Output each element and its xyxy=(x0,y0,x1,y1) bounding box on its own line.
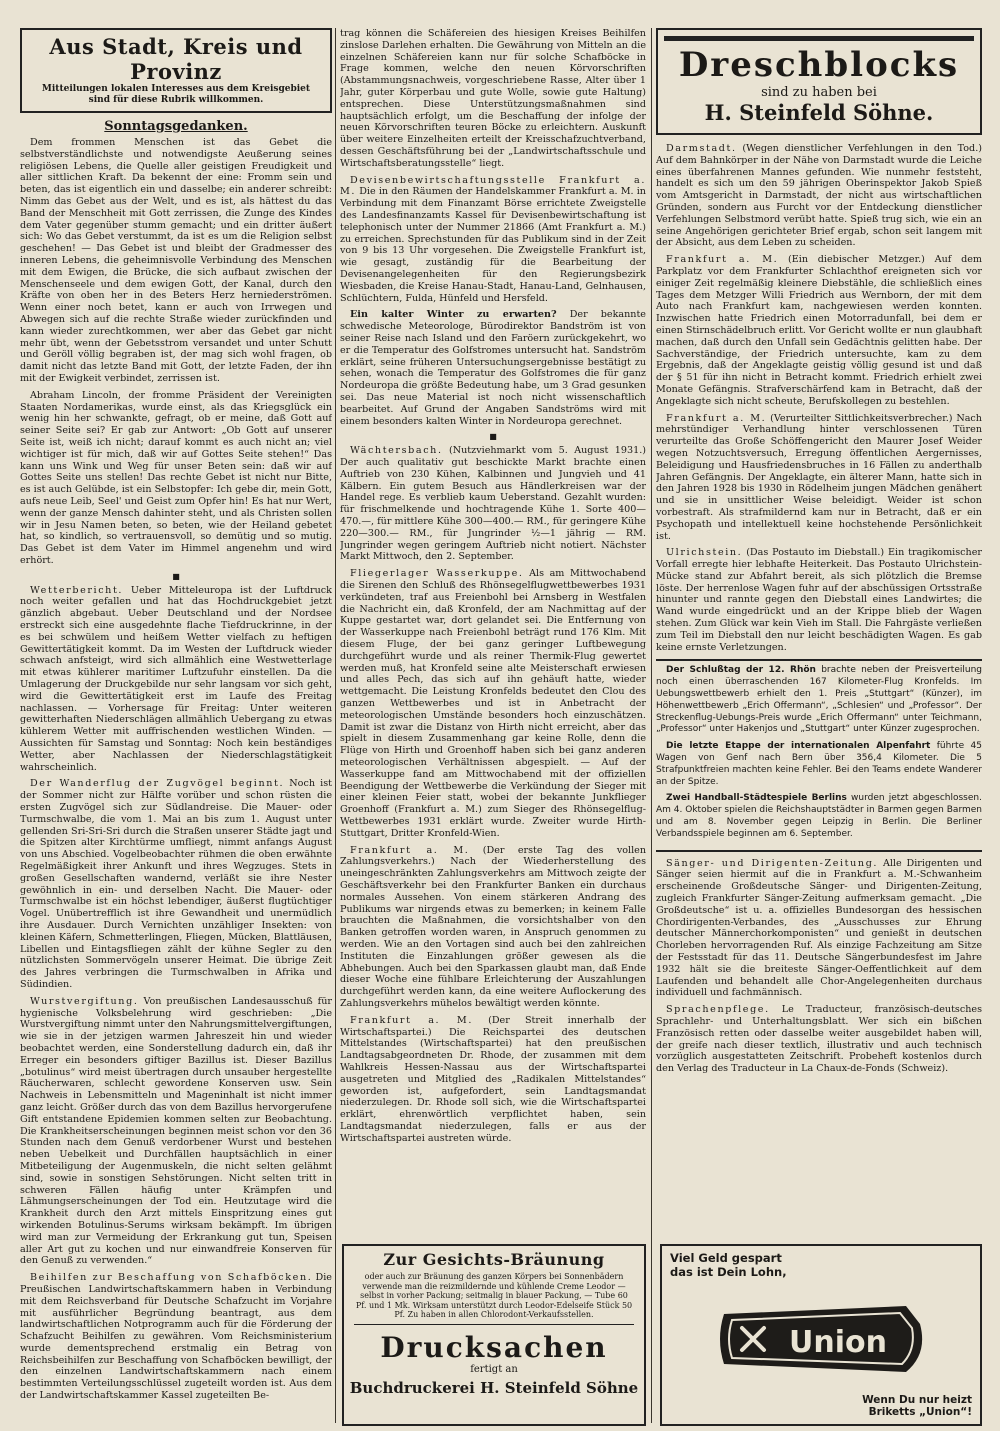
article-keyword: Der Schlußtag der 12. Rhön xyxy=(666,665,816,676)
article-body: brachte neben der Preisverteilung noch einen überraschenden 167 Kilometer-Flug Kronfelds. Im Uebungswettbewerb erhielt den 1. Preis „Stuttgart“ (Künzer), im Höhenwettbewerb „Erich Offermann“, „Schlesien“ und „Professor“. Der Streckenflug-Uebungs-Preis wurde „Erich Offermann“ unter Teichmann, „Professor“ unter Hakenjos und „Stuttgart“ unter Künzer zugesprochen. xyxy=(656,665,982,735)
article-beihilfen xyxy=(20,1272,332,1402)
ad-drucksachen-title: Drucksachen xyxy=(380,1330,608,1364)
article-wurst xyxy=(20,996,332,1267)
article-keyword: Sprachenpflege. xyxy=(666,1004,770,1016)
sport-rhoen xyxy=(656,665,982,736)
article-frankfurt-zahlung xyxy=(340,845,646,1010)
ad-drucksachen-firm: Buchdruckerei H. Steinfeld Söhne xyxy=(349,1378,639,1397)
ad-union-top-line2: das ist Dein Lohn, xyxy=(670,1265,787,1279)
ad-union-bottom xyxy=(862,1394,972,1418)
article-frankfurt-metzger xyxy=(656,254,982,407)
article-keyword: Zwei Handball-Städtespiele Berlins xyxy=(666,793,847,804)
ad-dreschblocks xyxy=(656,28,982,135)
article-body: wurden jetzt abgeschlossen. Am 4. Oktober spielen die Reichshauptstädter in Barmen gegen Barmen und am 8. November gegen Leipzig in Berlin. Die Berliner Verbandsspiele beginnen am 6. September. xyxy=(656,793,982,839)
section-header-title: Aus Stadt, Kreis und Provinz xyxy=(49,34,303,84)
sonntag-paragraph-2: Abraham Lincoln, der fromme Präsident der Vereinigten Staaten Nordamerikas, wurde einst, als das Kriegsglück ein wenig hin her schwankte, gefragt, ob er meine, daß Gott auf seiner Seite sei? Er gab zur Antwort: „Ob Gott auf unserer Seite ist, weiß ich nicht; darauf kommt es auch nicht an; viel wichtiger ist für mich, daß wir auf Gottes Seite stehen!“ Das kann uns Wink und Weg für unser Beten sein: daß wir auf Gottes Seite uns stellen! Das rechte Gebet ist nicht nur Bitte, es ist auch Gelübde, ist ein Selbstopfer: Ich gebe dir, mein Gott, aufs neue Leib, Seel' und Geist zum Opfer hin! Es hat nur Wert, wenn der ganze Mensch dahinter steht, und als Christen sollen wir in Jesu Namen beten, so beten, wie der Heiland gebetet hat, so kindlich, so vertrauensvoll, so demütig und so mutig. Das Gebet ist dem Vater im Himmel angenehm und wird erhört. xyxy=(20,389,332,566)
column-left xyxy=(20,28,332,1423)
article-keyword: Darmstadt. xyxy=(666,143,737,154)
union-brand-text: Union xyxy=(789,1325,887,1360)
article-body: Alle Dirigenten und Sänger seien hiermit auf die in Frankfurt a. M.-Schwanheim erscheinende Großdeutsche Sänger- und Dirigenten-Zeitung, zugleich Frankfurter Sänger-Zeitung aufmerksam gemacht. „Die Großdeutsche“ ist u. a. offizielles Bundesorgan des hessischen Chordirigenten-Verbandes, des „Ausschusses zur Ehrung deutscher Männerchorkomponisten“ und genießt in deutschen Chorleben hervorragenden Ruf. Als einzige Fachzeitung am Sitze der Festsstadt für das 11. Deutsche Sängerbundesfest im Jahre 1932 hält sie die breiteste Sänger-Oeffentlichkeit auf dem Laufenden und behandelt alle Chor-Angelegenheiten durchaus individuell und fachmännisch. xyxy=(656,857,982,999)
ad-dreschblocks-firm: H. Steinfeld Söhne. xyxy=(704,100,934,125)
column-rule-1 xyxy=(335,28,336,1423)
article-keyword: Wetterbericht. xyxy=(30,584,124,596)
ad-dreschblocks-line: sind zu haben bei xyxy=(761,85,877,100)
article-winter xyxy=(340,309,646,427)
ad-union-top xyxy=(662,1246,980,1284)
article-body: Der bekannte schwedische Meteorologe, Bürodirektor Bandström ist von seiner Reise nach Island und den Faröern zurückgekehrt, wo er die Temperatur des Golfstromes untersucht hat. Sandström erklärt, seine früheren Untersuchungsergebnisse bestätigt zu sehen, wonach die Temperatur des Golfstromes die für ganz Nordeuropa die größte Bedeutung habe, um 3 Grad gesunken sei. Das neue Material ist noch nicht wissenschaftlich bearbeitet. Auf Grund der Angaben Sandströms wird mit einem besonders kalten Winter in Nordeuropa gerechnet. xyxy=(340,309,646,427)
article-keyword: Ulrichstein. xyxy=(666,547,743,559)
article-body: (Der Streit innerhalb der Wirtschaftspartei.) Die Reichspartei des deutschen Mittelstandes (Wirtschaftspartei) hat den preußischen Landtagsabgeordneten Dr. Rhode, der zusammen mit dem Wahlkreis Hessen-Nassau aus der Wirtschaftspartei ausgetreten und Mitglied des „Radikalen Mittelstandes“ geworden ist, aufgefordert, sein Landtagsmandat niederzulegen. Dr. Rhode soll sich, wie die Wirtschaftspartei erklärt, ehrenwörtlich verpflichtet haben, sein Landtagsmandat niederzulegen, falls er aus der Wirtschaftspartei austreten würde. xyxy=(340,1014,646,1144)
article-darmstadt xyxy=(656,143,982,249)
separator: ■ xyxy=(489,432,497,442)
article-body: (Wegen dienstlicher Verfehlungen in den Tod.) Auf dem Bahnkörper in der Nähe von Darmstadt wurde die Leiche eines überfahrenen Mannes gefunden. Wie nunmehr feststeht, handelt es sich um den 59 jährigen Oberinspektor Jakob Spieß vom Amtsgericht in Darmstadt, der nicht aus wirtschaftlichen Gründen, sondern aus Furcht vor der Entdeckung dienstlicher Verfehlungen Selbstmord verübt hatte. Spieß trug sich, wie ein an seine Angehörigen gerichteter Brief ergab, schon seit langem mit der Absicht, aus dem Leben zu scheiden. xyxy=(656,143,982,249)
ad-union-bottom-line1: Wenn Du nur heizt xyxy=(862,1394,972,1406)
ad-drucksachen-sub: fertigt an xyxy=(470,1363,518,1375)
section-header-sub2: sind für diese Rubrik willkommen. xyxy=(88,95,264,105)
column-rule-2 xyxy=(651,28,652,1423)
article-beihilfen-cont: trag können die Schäfereien des hiesigen Kreises Beihilfen zinslose Darlehen erhalten. Die Gewährung von Mitteln an die einzelnen Schäfereien kann nur für solche Schafböcke in Frage kommen, welche den neuen Körvorschriften (Abstammungsnachweis, vorgeschriebene Rasse, Alter über 1 Jahr, guter Körperbau und gute Wolle, sowie gute Haltung) entsprechen. Diese Unterstützungsmaßnahmen sind hauptsächlich erfolgt, um die Beschaffung der infolge der neuen Körvorschriften teuren Böcke zu erleichtern. Auskunft über weitere Einzelheiten erteilt der Kreisschafzuchtverband, dessen Geschäftsführung bei der „Landwirtschaftsschule und Wirtschaftsberatungsstelle“ liegt. xyxy=(340,28,646,169)
sport-alpenfahrt xyxy=(656,741,982,788)
article-body: (Das Postauto im Diebstall.) Ein tragikomischer Vorfall erregte hier lebhafte Heiterkeit. Das Postauto Ulrichstein-Mücke stand zur Abfahrt bereit, als sich plötzlich die Bremse löste. Der herrenlose Wagen fuhr auf der abschüssigen Ortsstraße hinunter und rannte gegen den Diebstall eines Landwirtes; die Wand wurde eingedrückt und an der Krippe blieb der Wagen stehen. Zum Glück war kein Vieh im Stall. Die Fahrgäste verließen zum Teil im Diebstall den nur leicht beschädigten Wagen. Es gab keine ernste Verletzungen. xyxy=(656,547,982,653)
article-body: Noch ist der Sommer nicht zur Hälfte vorüber und schon rüsten die ersten Zugvögel sich zur Südlandreise. Die Mauer- oder Turmschwalbe, die vom 1. Mai an bis zum 1. August unter gellenden Sri-Sri-Sri durch die Straßen unserer Städte jagt und die Spitzen alter Kirchtürme umfliegt, nimmt anfangs August von uns Abschied. Vogelbeobachter rühmen die oben erwähnte Regelmäßigkeit ihrer Ankunft und ihres Wegzuges. Stets in großen Gesellschaften wandernd, verläßt sie ihre Nester gewöhnlich in ein- und derselben Nacht. Die Mauer- oder Turmschwalbe ist ein höchst lebendiger, äußerst flugtüchtiger Vogel. Unübertrefflich ist ihre Gewandheit und unermüdlich ihre Ausdauer. Durch Vernichten unzähliger Insekten: von kleinen Käfern, Schmetterlingen, Fliegen, Mücken, Blattläusen, Libellen und Eintagsfliegen zählt der kühne Segler zu den nützlichsten Sommervögeln unserer Heimat. Die übrige Zeit des Jahres verbringen die Turmschwalben in Afrika und Südindien. xyxy=(20,778,332,990)
article-frankfurt-urteil xyxy=(656,413,982,543)
article-frankfurt-partei xyxy=(340,1015,646,1145)
ad-gb-text: oder auch zur Bräunung des ganzen Körpers bei Sonnenbädern verwende man die reizmildernde und kühlende Creme Leodor — selbst in vorher Packung; seitmalig in blauer Packung, — Tube 60 Pf. und 1 Mk. Wirksam unterstützt durch Leodor-Edelseife Stück 50 Pf. Zu haben in allen Chlorodont-Verkaufsstellen. xyxy=(355,1272,633,1319)
article-body: Ueber Mitteleuropa ist der Luftdruck noch weiter gefallen und hat das Hochdruckgebiet jetzt gänzlich abgebaut. Ueber Deutschland und der Nordsee erstreckt sich eine ausgedehnte flache Tiefdruckrinne, in der es bei schwülem und heißem Wetter vielfach zu heftigen Gewittertätigkeit kommt. Da im Westen der Luftdruck wieder schwach anfsteigt, wird sich allmählich eine Westwetterlage mit etwas kühlerer maritimer Luftzufuhr einstellen. Da die Umlagerung der Druckgebilde nur sehr langsam vor sich geht, wird die Gewittertätigkeit erst im Laufe des Freitag nachlassen. — Vorhersage für Freitag: Unter weiteren gewitterhaften Niederschlägen allmählich Uebergang zu etwas kühlerem Wetter mit auffrischenden westlichen Winden. — Aussichten für Samstag und Sonntag: Noch kein beständiges Wetter, aber Nachlassen der Niederschlagstätigkeit wahrscheinlich. xyxy=(20,584,332,773)
article-body: (Nutzviehmarkt vom 5. August 1931.) Der auch qualitativ gut beschickte Markt brachte einen Auftrieb von 230 Kühen, Kalbinnen und Jungvieh und 41 Kälbern. Ein gutem Besuch aus Händlerkreisen war der Handel rege. Es verblieb kaum Ueberstand. Gezahlt wurden: für frischmelkende und hochtragende Kühe 1. Sorte 400—470.—, für mittlere Kühe 300—400.— RM., für geringere Kühe 220—300.— RM., für Jungrinder ½—1 jährig — RM. Jungrinder wegen geringem Auftrieb nicht notiert. Nächster Markt Mittwoch, den 2. September. xyxy=(340,445,646,563)
article-keyword: Beihilfen zur Beschaffung von Schafböcken. xyxy=(30,1272,313,1284)
article-devisen xyxy=(340,175,646,305)
article-keyword: Fliegerlager Wasserkuppe. xyxy=(350,568,524,580)
separator: ■ xyxy=(172,571,180,581)
article-body: führte 45 Wagen von Genf nach Bern über 356,4 Kilometer. Die 5 Strafpunktfreien machten keine Fehler. Bei den Teams endete Wanderer an der Spitze. xyxy=(656,741,982,787)
article-body: Als am Mittwochabend die Sirenen den Schluß des Rhönsegelflugwettbewerbes 1931 verkündeten, traf aus Freienbohl bei Arnsberg in Westfalen die Nachricht ein, daß Kronfeld, der am Nachmittag auf der Kuppe gestartet war, dort gelandet sei. Die Entfernung von der Wasserkuppe nach Freienbohl beträgt rund 176 Klm. Mit diesem Fluge, der bei ganz geringer Luftbewegung durchgeführt wurde und als reiner Thermik-Flug gewertet werden muß, hat Kronfeld seine alte Meisterschaft erwiesen und alles Pech, das sich auf ihn gehäuft hatte, wieder wettgemacht. Die Leistung Kronfelds bedeutet den Clou des ganzen Wettbewerbes und ist in Anbetracht der meteorologischen Umstände besonders hoch einzuschätzen. Damit ist zwar die Distanz von Hirth nicht erreicht, aber das spielt in diesem Zusammenhang gar keine Rolle, denn die Flüge von Hirth und Groenhoff haben sich bei ganz anderen meteorologischen Verhältnissen abgespielt. — Auf der Wasserkuppe fand am Mittwochabend mit der offiziellen Beendigung der Wettbewerbe die Verkündung der Sieger mit einer kleinen Feier statt, wobei der bekannte Junkflieger Groenhoff (Frankfurt a. M.) zum Sieger des Rhönsegelflug-Wettbewerbes 1931 erklärt wurde. Zweiter wurde Hirth-Stuttgart, Dritter Kronfeld-Wien. xyxy=(340,568,646,839)
article-saenger xyxy=(656,858,982,1000)
article-keyword: Frankfurt a. M. xyxy=(350,844,470,856)
ad-union-bottom-line2: Briketts „Union“! xyxy=(868,1406,972,1418)
article-wetter xyxy=(20,585,332,774)
column-right xyxy=(656,28,982,1235)
article-body: Die in den Räumen der Handelskammer Frankfurt a. M. in Verbindung mit dem Finanzamt Börse errichtete Zweigstelle des Landesfinanzamts Kassel für Devisenbewirtschaftung ist telephonisch unter der Nummer 21866 (Amt Frankfurt a. M.) zu erreichen. Sprechstunden für das Publikum sind in der Zeit von 9 bis 13 Uhr vorgesehen. Die Zweigstelle Frankfurt ist, wie gesagt, zuständig für die Bearbeitung der Devisenangelegenheiten für den Regierungsbezirk Wiesbaden, die Kreise Hanau-Stadt, Hanau-Land, Gelnhausen, Schlüchtern, Fulda, Hünfeld und Hersfeld. xyxy=(340,186,646,304)
article-keyword: Wurstvergiftung. xyxy=(30,995,139,1007)
article-keyword: Ein kalter Winter zu erwarten? xyxy=(350,309,557,321)
article-keyword: Der Wanderflug der Zugvögel beginnt. xyxy=(30,778,285,790)
article-keyword: Frankfurt a. M. xyxy=(666,254,779,266)
article-ulrichstein xyxy=(656,547,982,653)
sonntag-paragraph-1: Dem frommen Menschen ist das Gebet die selbstverständlichste und notwendigste Aeußerung seines religiösen Lebens, die Quelle aller geistigen Freudigkeit und aller sittlichen Kraft. Da bekennt der eine: Fromm sein und beten, das ist eigentlich ein und dasselbe; ein anderer schreibt: Nimm das Gebet aus der Welt, und es ist, als hättest du das Band der Menschheit mit Gott zerrissen, die Zunge des Kindes dem Vater gegenüber stumm gemacht; und ein dritter äußert sich: Wo das Gebet verstummt, da ist es um die Religion selbst geschehen! — Das Gebet ist und bleibt der Gradmesser des inneren Lebens, die geheimnisvolle Verbindung des Menschen mit dem Ewigen, die Brücke, die sich aufbaut zwischen der Menschenseele und dem ewigen Gott, der Kanal, durch den Kräfte von oben her in des Beters Herz herniederströmen. Wenn einer noch betet, kann er auch von Irrwegen und Abwegen sich auf die rechte Straße wieder zurückfinden und kann wieder zurechtkommen, wer aber das Gebet gar nicht mehr übt, wenn der Gebetsstrom versandet und unter Schutt und Geröll völlig begraben ist, der mag sich wohl fragen, ob damit nicht das letzte Band mit Gott, der letzte Faden, der ihn mit der Ewigkeit verbindet, zerrissen ist. xyxy=(20,137,332,384)
section-header-sub1: Mitteilungen lokalen Interesses aus dem Kreisgebiet xyxy=(41,84,311,94)
section-header-box xyxy=(20,28,332,113)
article-zugvoegel xyxy=(20,778,332,990)
article-waechtersbach xyxy=(340,445,646,563)
ad-gb-title: Zur Gesichts-Bräunung xyxy=(383,1250,605,1269)
article-body: (Der erste Tag des vollen Zahlungsverkehrs.) Nach der Wiederherstellung des uneingeschränkten Zahlungsverkehrs am Mittwoch zeigte der Geschäftsverkehr bei den Frankfurter Banken ein durchaus normales Aussehen. Von einem stärkeren Andrang des Publikums war nirgends etwas zu bemerken; in keinem Falle brauchten die Maßnahmen, die vorsichtshalber von den Banken getroffen worden waren, in Anspruch genommen zu werden. Wie an den Vortagen sind auch bei den zahlreichen Instituten die Einzahlungen größer gewesen als die Abhebungen. Auch bei den Sparkassen glaubt man, daß Ende dieser Woche eine fühlbare Erleichterung der Auszahlungen durchgeführt werden kann, da eine weitere Auflockerung des Zahlungsverkehrs mühelos bewältigt werden könnte. xyxy=(340,844,646,1009)
column-middle xyxy=(340,28,646,1235)
article-keyword: Frankfurt a. M. xyxy=(666,412,767,424)
sport-box xyxy=(656,659,982,851)
article-body: Die Preußischen Landwirtschaftskammern haben in Verbindung mit dem Reichsverband für Deutsche Schafzucht im Vorjahre mit ausführlicher Begründung beantragt, aus dem landwirtschaftlichen Notprogramm auch für die Förderung der Schafzucht Beihilfen zu gewähren. Vom Reichsministerium wurde dementsprechend erstmalig ein Betrag von Reichsbeihilfen zur Beschaffung von Schafböcken bewilligt, der den einzelnen Landwirtschaftskammern nach einem bestimmten Verteilungsschlüssel zugeteilt worden ist. Aus dem der Landwirtschaftskammer Kassel zugeteilten Be- xyxy=(20,1272,332,1402)
ad-dreschblocks-title: Dreschblocks xyxy=(664,36,974,85)
brikett-logo-icon xyxy=(706,1294,936,1384)
sport-handball xyxy=(656,793,982,840)
ad-gesichtsbraeunung xyxy=(342,1244,646,1426)
sonntag-title: Sonntagsgedanken. xyxy=(104,119,248,134)
article-body: Le Traducteur, französisch-deutsches Sprachlehr- und Unterhaltungsblatt. Wer sich ein bißchen Französisch retten oder dasselbe weiter ausgebildet haben will, der greife nach dieser textlich, illustrativ und auch technisch vorzüglich ausgestatteten Zeitschrift. Probeheft kostenlos durch den Verlag des Traducteur in La Chaux-de-Fonds (Schweiz). xyxy=(656,1004,982,1075)
article-keyword: Sänger- und Dirigenten-Zeitung. xyxy=(666,857,879,869)
article-keyword: Wächtersbach. xyxy=(350,445,443,457)
article-keyword: Frankfurt a. M. xyxy=(350,1014,473,1026)
article-keyword: Die letzte Etappe der internationalen Alpenfahrt xyxy=(666,741,931,752)
ad-union-briketts xyxy=(660,1244,982,1426)
article-keyword: Devisenbewirtschaftungsstelle Frankfurt a. M. xyxy=(340,174,646,198)
article-sprachen xyxy=(656,1004,982,1075)
article-body: Von preußischen Landesausschuß für hygienische Volksbelehrung wird geschrieben: „Die Wurstvergiftung nimmt unter den Nahrungsmittelvergiftungen, wie sie in der jetzigen warmen Jahreszeit hin und wieder beobachtet werden, eine Sonderstellung dadurch ein, daß ihr Erreger ein besonders giftiger Bazillus ist. Dieser Bazillus „botulinus“ wird meist übertragen durch unsauber hergestellte Räucherwaren, schlecht gewordene Konserven usw. Sein Nachweis in Lebensmitteln und Mageninhalt ist nicht immer ganz leicht. Größer durch das von dem Bazillus hervorgerufene Gift entstandene Epidemien kommen selten zur Beobachtung. Die Krankheitserscheinungen beginnen meist schon vor den 36 Stunden nach dem Genuß verdorbener Wurst und bestehen neben Uebelkeit und Durchfällen hauptsächlich in einer Mitbeteiligung der Augenmuskeln, die nicht selten gelähmt sind, sowie in sonstigen Sehstörungen. Nicht selten tritt in schweren Fällen häufig unter Krämpfen und Lähmungserscheinungen der Tod ein. Heutzutage wird die Krankheit durch den Arzt mittels Einspritzung eines gut wirkenden Botulinus-Serums wirksam bekämpft. Im übrigen wird man zur Vermeidung der Erkrankung gut tun, Speisen aller Art gut zu kochen und nur einwandfreie Konserven für den Genuß zu verwenden.“ xyxy=(20,995,332,1267)
ad-union-top-line1: Viel Geld gespart xyxy=(670,1251,782,1265)
article-fliegerlager xyxy=(340,568,646,839)
article-body: (Verurteilter Sittlichkeitsverbrecher.) Nach mehrstündiger Verhandlung hinter verschlossenen Türen verurteilte das Große Schöffengericht den Maurer Josef Weider wegen Notzuchtsversuch, Erregung öffentlichen Aergernisses, Beleidigung und Hausfriedensbruches in 16 Fällen zu anderthalb Jahren Gefängnis. Der Angeklagte, ein älterer Mann, hatte sich in den Jahren 1928 bis 1930 in Rödelheim jungen Mädchen genähert und sie in unsittlicher Weise beleidigt. Weider ist schon vorbestraft. Als strafmildernd kam nur in Betracht, daß er ein Psychopath und intellektuell keine hochstehende Persönlichkeit ist. xyxy=(656,412,982,542)
article-body: (Ein diebischer Metzger.) Auf dem Parkplatz vor dem Frankfurter Schlachthof ereigneten sich vor einiger Zeit regelmäßig kleinere Diebstähle, die schließlich eines Tages dem Metzger Willi Friedrich aus Wernborn, der mit dem Auto nach Frankfurt kam, nachgewiesen werden konnten. Inzwischen hatte Friedrich einen Motorradunfall, bei dem er einen Stirnschädelbruch erlitt. Vor Gericht wollte er nun glaubhaft machen, daß durch den Unfall sein Gedächtnis gelitten habe. Der Sachverständige, der Friedrich untersuchte, kam zu dem Ergebnis, daß der Angeklagte geistig völlig gesund ist und daß der § 51 für ihn nicht in Betracht kommt. Friedrich erhielt zwei Monate Gefängnis. Strafverschärfend kam in Betracht, daß der Angeklagte sich nicht scheute, Berufskollegen zu bestehlen. xyxy=(656,254,982,407)
